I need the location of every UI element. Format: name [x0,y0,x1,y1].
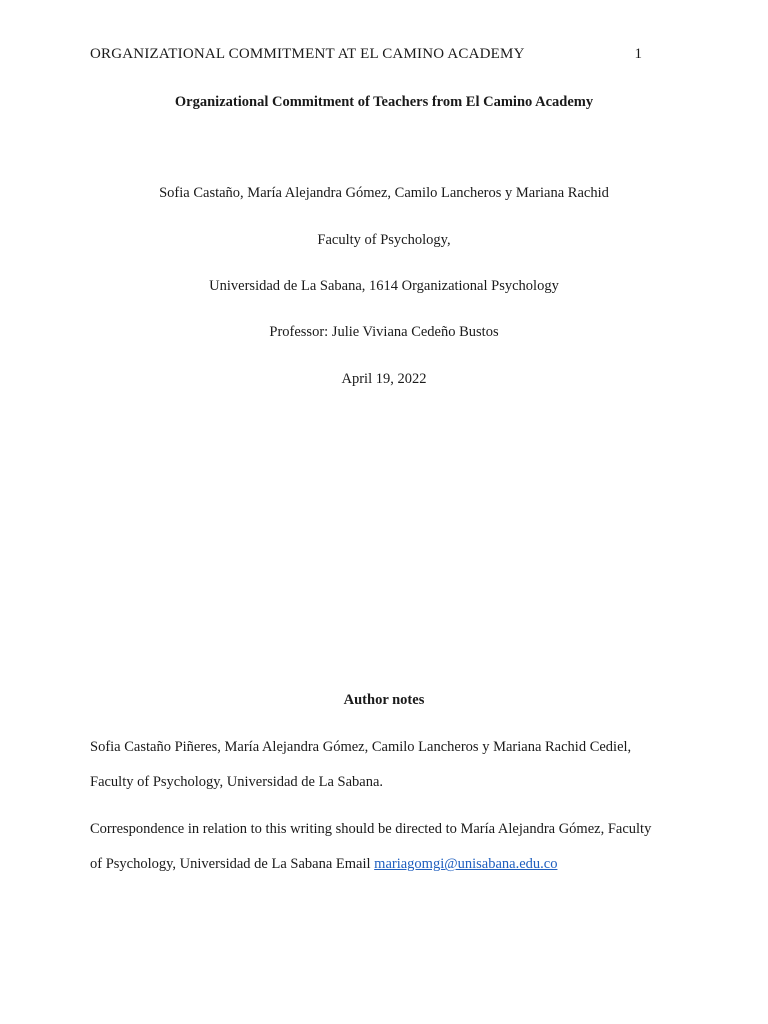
author-notes-line-1: Sofia Castaño Piñeres, María Alejandra Gómez, Camilo Lancheros y Mariana Rachid Cediel, [90,739,632,755]
author-notes-heading: Author notes [343,692,425,708]
running-head-title: ORGANIZATIONAL COMMITMENT AT EL CAMINO ACADEMY [90,46,525,62]
author-notes-line-2: Faculty of Psychology, Universidad de La Sabana. [90,774,384,790]
faculty-affiliation: Faculty of Psychology, [317,232,451,248]
correspondence-line-1: Correspondence in relation to this writing should be directed to María Alejandra Gómez, Faculty [90,821,652,837]
running-head [90,46,646,66]
university-course: Universidad de La Sabana, 1614 Organizational Psychology [209,278,559,294]
correspondence-line-2-text: of Psychology, Universidad de La Sabana Email [90,856,375,872]
professor-name: Professor: Julie Viviana Cedeño Bustos [269,324,499,340]
email-link[interactable]: mariagomgi@unisabana.edu.co [374,856,558,872]
paper-title: Organizational Commitment of Teachers from El Camino Academy [174,94,594,110]
author-names: Sofia Castaño, María Alejandra Gómez, Camilo Lancheros y Mariana Rachid [159,185,609,201]
correspondence-line-2 [90,856,690,873]
submission-date: April 19, 2022 [341,371,427,387]
page-number: 1 [634,46,642,62]
